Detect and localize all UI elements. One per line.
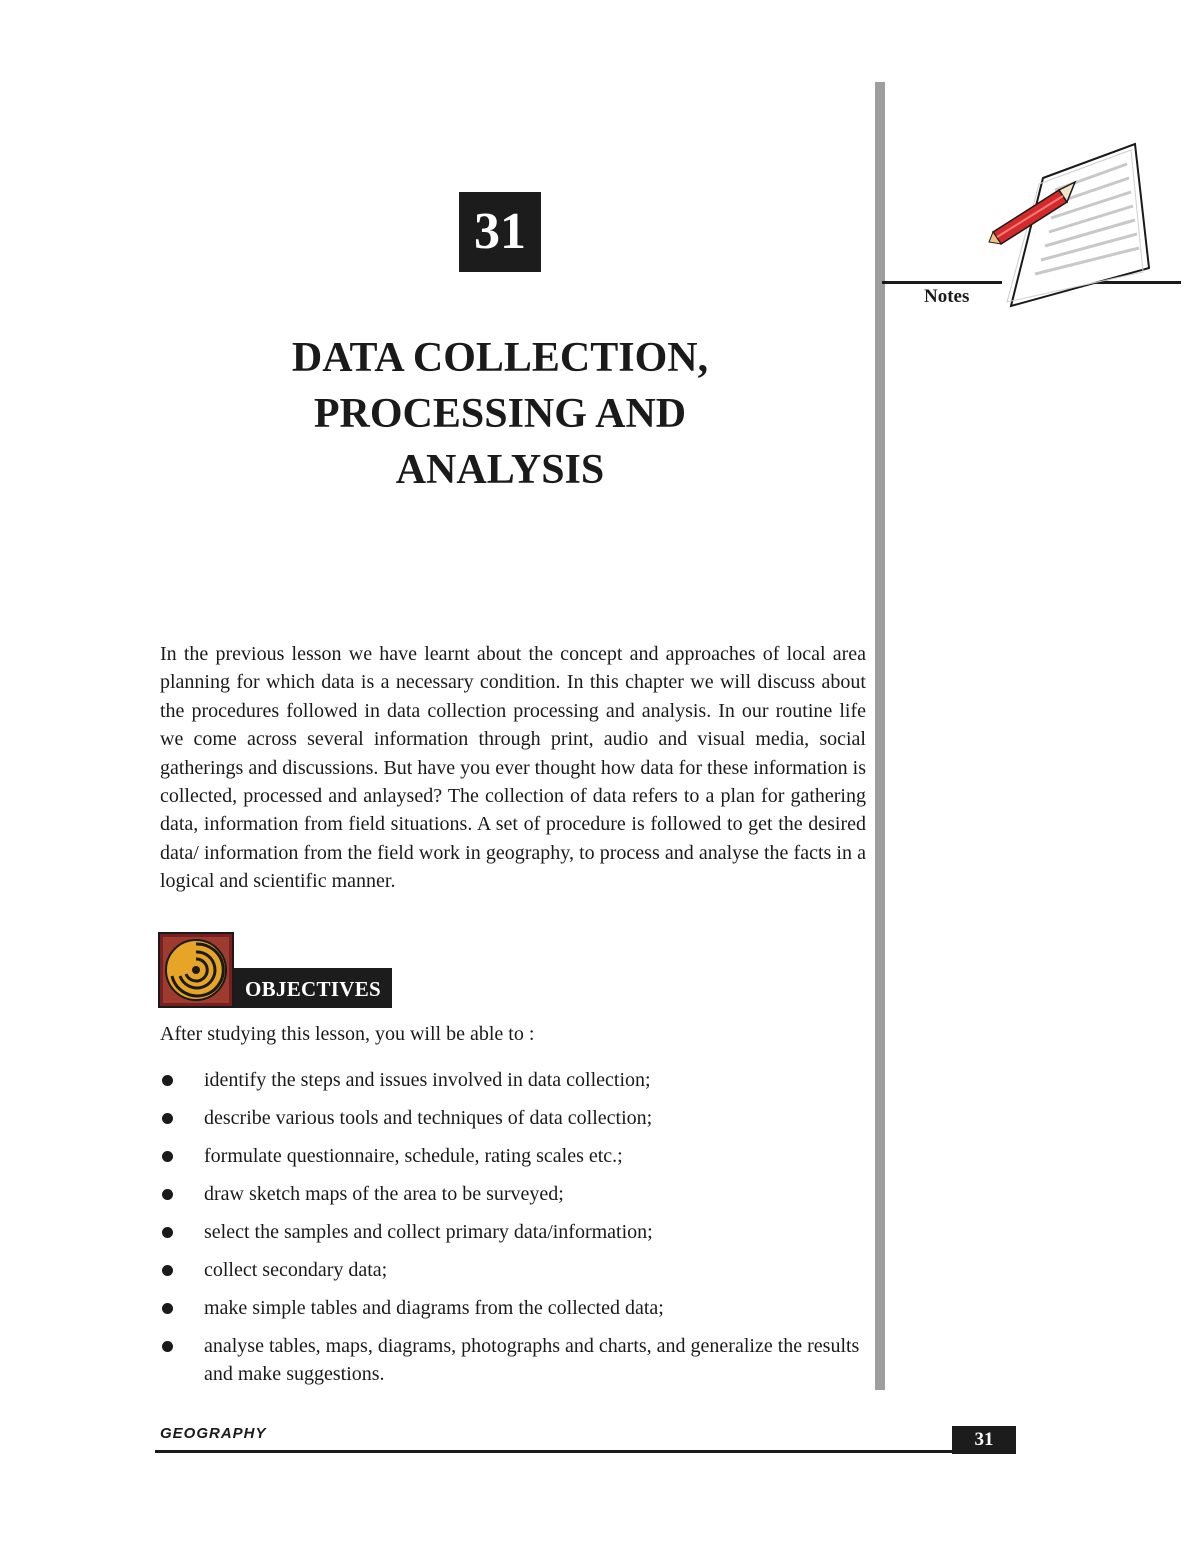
bullet-icon <box>162 1075 173 1086</box>
footer-rule <box>155 1450 1015 1453</box>
list-item <box>160 1256 866 1284</box>
notepad-pencil-icon <box>985 140 1155 310</box>
bullet-icon <box>162 1113 173 1124</box>
list-item-text: analyse tables, maps, diagrams, photographs and charts, and generalize the results and make suggestions. <box>204 1335 860 1385</box>
bullet-icon <box>162 1227 173 1238</box>
list-item <box>160 1218 866 1246</box>
list-item <box>160 1104 866 1132</box>
list-item-text: describe various tools and techniques of data collection; <box>204 1107 653 1129</box>
margin-rule <box>875 82 885 1390</box>
chapter-title-line: ANALYSIS <box>395 447 605 493</box>
list-item-text: make simple tables and diagrams from the collected data; <box>204 1297 664 1319</box>
list-item-text: select the samples and collect primary data/information; <box>204 1221 653 1243</box>
chapter-title-line: DATA COLLECTION, <box>291 335 709 381</box>
notes-rule-left <box>882 281 1002 284</box>
objectives-heading: OBJECTIVES <box>234 968 392 1008</box>
target-spiral-icon <box>158 932 234 1008</box>
list-item <box>160 1142 866 1170</box>
chapter-title <box>160 330 840 498</box>
bullet-icon <box>162 1265 173 1276</box>
list-item-text: formulate questionnaire, schedule, rating scales etc.; <box>204 1145 623 1167</box>
notes-label: Notes <box>924 286 970 307</box>
footer-subject: GEOGRAPHY <box>160 1425 267 1442</box>
objectives-intro: After studying this lesson, you will be able to : <box>160 1023 535 1045</box>
page-number: 31 <box>952 1426 1016 1454</box>
chapter-title-line: PROCESSING AND <box>313 391 687 437</box>
list-item <box>160 1066 866 1094</box>
bullet-icon <box>162 1189 173 1200</box>
list-item <box>160 1294 866 1322</box>
list-item-text: draw sketch maps of the area to be surveyed; <box>204 1183 564 1205</box>
bullet-icon <box>162 1341 173 1352</box>
bullet-icon <box>162 1303 173 1314</box>
bullet-icon <box>162 1151 173 1162</box>
intro-paragraph: In the previous lesson we have learnt about the concept and approaches of local area planning for which data is a necessary condition. In this chapter we will discuss about the procedures followed in data collection processing and analysis. In our routine life we come across several information through print, audio and visual media, social gatherings and discussions. But have you ever thought how data for these information is collected, processed and anlaysed? The collection of data refers to a plan for gathering data, information from field situations. A set of procedure is followed to get the desired data/ information from the field work in geography, to process and analyse the facts in a logical and scientific manner. <box>160 643 866 893</box>
list-item <box>160 1332 866 1388</box>
objectives-list <box>160 1066 866 1398</box>
list-item-text: identify the steps and issues involved in data collection; <box>204 1069 651 1091</box>
chapter-number: 31 <box>459 192 541 272</box>
list-item-text: collect secondary data; <box>204 1259 388 1281</box>
list-item <box>160 1180 866 1208</box>
